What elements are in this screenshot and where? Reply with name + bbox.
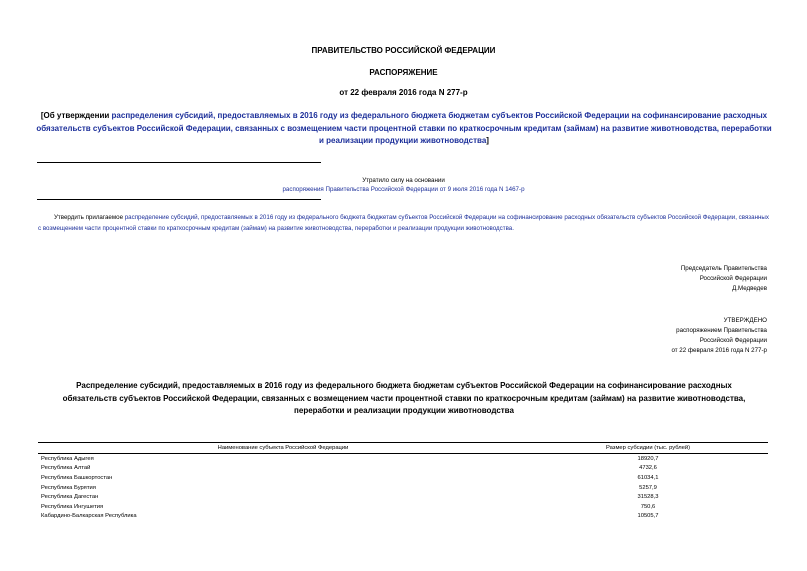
subsidy-amount: 4732,6 [639,465,657,472]
title-link[interactable]: распределения субсидий, предоставляемых в 2016 году из федерального бюджета бюджетам субъектов Российской Федерации на софинансирование расходных обязательств субъектов Российской Федерации, связанных с возмещением части процентной ставки по краткосрочным кредитам (займам) на развитие животноводства, переработки и реализации продукции животноводства [36,111,772,145]
government-heading: ПРАВИТЕЛЬСТВО РОССИЙСКОЙ ФЕДЕРАЦИИ [311,46,496,55]
column-header-amount: Размер субсидии (тыс. рублей) [528,443,768,454]
subsidy-amount: 31528,3 [637,494,659,501]
notice-text: Утратило силу на основании [362,177,445,184]
divider-top [37,162,321,163]
subsidy-table [38,442,768,521]
table-header-row [38,443,768,454]
table-row [38,502,768,512]
title-prefix: [Об утверждении [40,111,112,120]
body-link[interactable]: распределение субсидий, предоставляемых в 2016 году из федерального бюджета бюджетам субъектов Российской Федерации на софинансирование расходных обязательств субъектов Российской Федерации, связанных с возмещением части процентной ставки по краткосрочным кредитам (займам) на развитие животноводства, переработки и реализации продукции животноводства. [38,214,769,232]
table-row [38,464,768,474]
subsidy-amount: 61034,1 [637,474,659,481]
table-row [38,483,768,493]
subsidy-amount: 18920,7 [637,455,659,462]
subject-name: Республика Адыгея [41,455,94,462]
approved-label: УТВЕРЖДЕНО [723,317,767,324]
annex-title: Распределение субсидий, предоставляемых в 2016 году из федерального бюджета бюджетам субъектов Российской Федерации на софинансирование расходных обязательств субъектов Российской Федерации, связанных с возмещением части процентной ставки по краткосрочным кредитам (займам) на развитие животноводства, переработки и реализации продукции животноводства [62,381,746,415]
subject-name: Республика Дагестан [41,494,99,501]
document-type: РАСПОРЯЖЕНИЕ [369,68,438,77]
table-row [38,473,768,483]
body-paragraph [38,212,770,234]
subject-name: Республика Башкортостан [41,474,113,481]
signature-name: Д.Медведев [732,285,767,292]
subject-name: Республика Ингушетия [41,503,104,510]
subject-name: Кабардино-Балкарская Республика [41,513,137,520]
subsidy-amount: 750,6 [640,503,656,510]
approved-line2: распоряжением Правительства [676,327,767,334]
signature-org: Российской Федерации [699,275,767,282]
approved-line4: от 22 февраля 2016 года N 277-р [671,347,767,354]
subject-name: Республика Алтай [41,465,91,472]
signature-block [681,264,767,294]
subject-name: Республика Бурятия [41,484,96,491]
divider-bottom [37,199,321,200]
approved-block [671,316,767,356]
signature-position: Председатель Правительства [680,265,767,272]
subsidy-amount: 10505,7 [637,513,659,520]
column-header-subject: Наименование субъекта Российской Федерации [38,443,528,454]
table-row [38,454,768,464]
title-suffix: ] [486,136,489,145]
table-row [38,492,768,502]
body-prefix: Утвердить прилагаемое [54,214,125,221]
document-date-number: от 22 февраля 2016 года N 277-р [339,88,468,97]
notice-link[interactable]: распоряжения Правительства Российской Федерации от 9 июля 2016 года N 1467-р [282,186,525,193]
table-row [38,512,768,522]
subsidy-amount: 5257,9 [639,484,657,491]
document-title [36,110,772,148]
approved-line3: Российской Федерации [699,337,767,344]
